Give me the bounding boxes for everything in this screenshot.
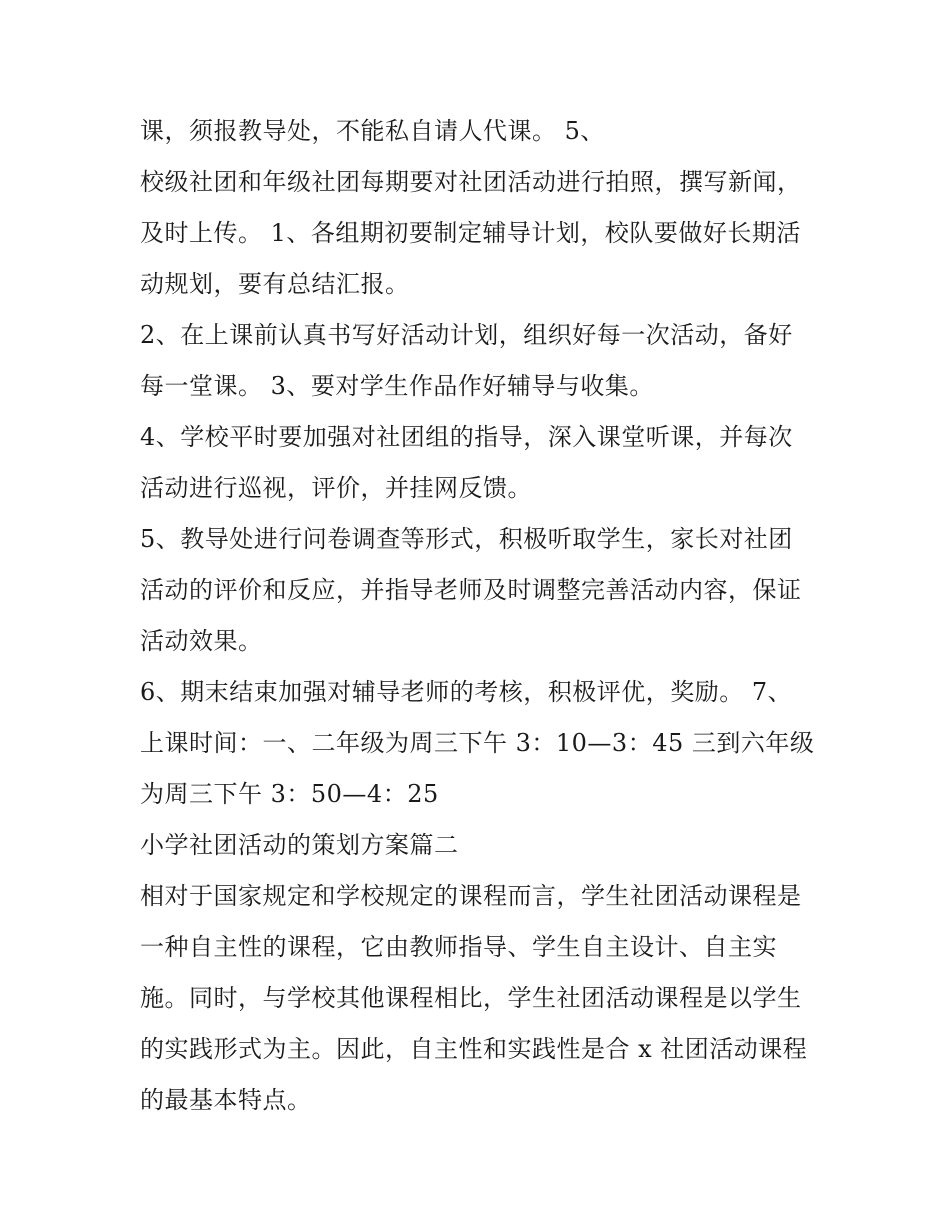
document-body (140, 106, 820, 1126)
text-line: 一种自主性的课程，它由教师指导、学生自主设计、自主实 (140, 933, 777, 961)
text-line: 校级社团和年级社团每期要对社团活动进行拍照，撰写新闻， (140, 168, 802, 196)
text-line: 活动的评价和反应，并指导老师及时调整完善活动内容，保证 (140, 576, 802, 604)
text-line: 及时上传。 1、各组期初要制定辅导计划，校队要做好长期活 (140, 219, 801, 247)
text-line: 每一堂课。 3、要对学生作品作好辅导与收集。 (140, 372, 654, 400)
text-line: 施。同时，与学校其他课程相比，学生社团活动课程是以学生 (140, 984, 802, 1012)
text-line: 4、学校平时要加强对社团组的指导，深入课堂听课，并每次 (140, 423, 793, 451)
text-line: 为周三下午 3：50—4：25 (140, 780, 439, 808)
text-line: 5、教导处进行问卷调查等形式，积极听取学生，家长对社团 (140, 525, 793, 553)
text-line: 6、期末结束加强对辅导老师的考核，积极评优，奖励。 7、 (140, 678, 793, 706)
text-line: 2、在上课前认真书写好活动计划，组织好每一次活动，备好 (140, 321, 793, 349)
text-line: 活动效果。 (140, 627, 263, 655)
text-line: 活动进行巡视，评价，并挂网反馈。 (140, 474, 532, 502)
text-line: 动规划，要有总结汇报。 (140, 270, 410, 298)
text-line: 的实践形式为主。因此，自主性和实践性是合 x 社团活动课程 (140, 1035, 808, 1063)
text-line: 的最基本特点。 (140, 1086, 312, 1114)
section-heading: 小学社团活动的策划方案篇二 (140, 831, 459, 859)
text-line: 上课时间：一、二年级为周三下午 3：10—3：45 三到六年级 (140, 729, 815, 757)
text-line: 课，须报教导处，不能私自请人代课。 5、 (140, 117, 605, 145)
text-line: 相对于国家规定和学校规定的课程而言，学生社团活动课程是 (140, 882, 802, 910)
